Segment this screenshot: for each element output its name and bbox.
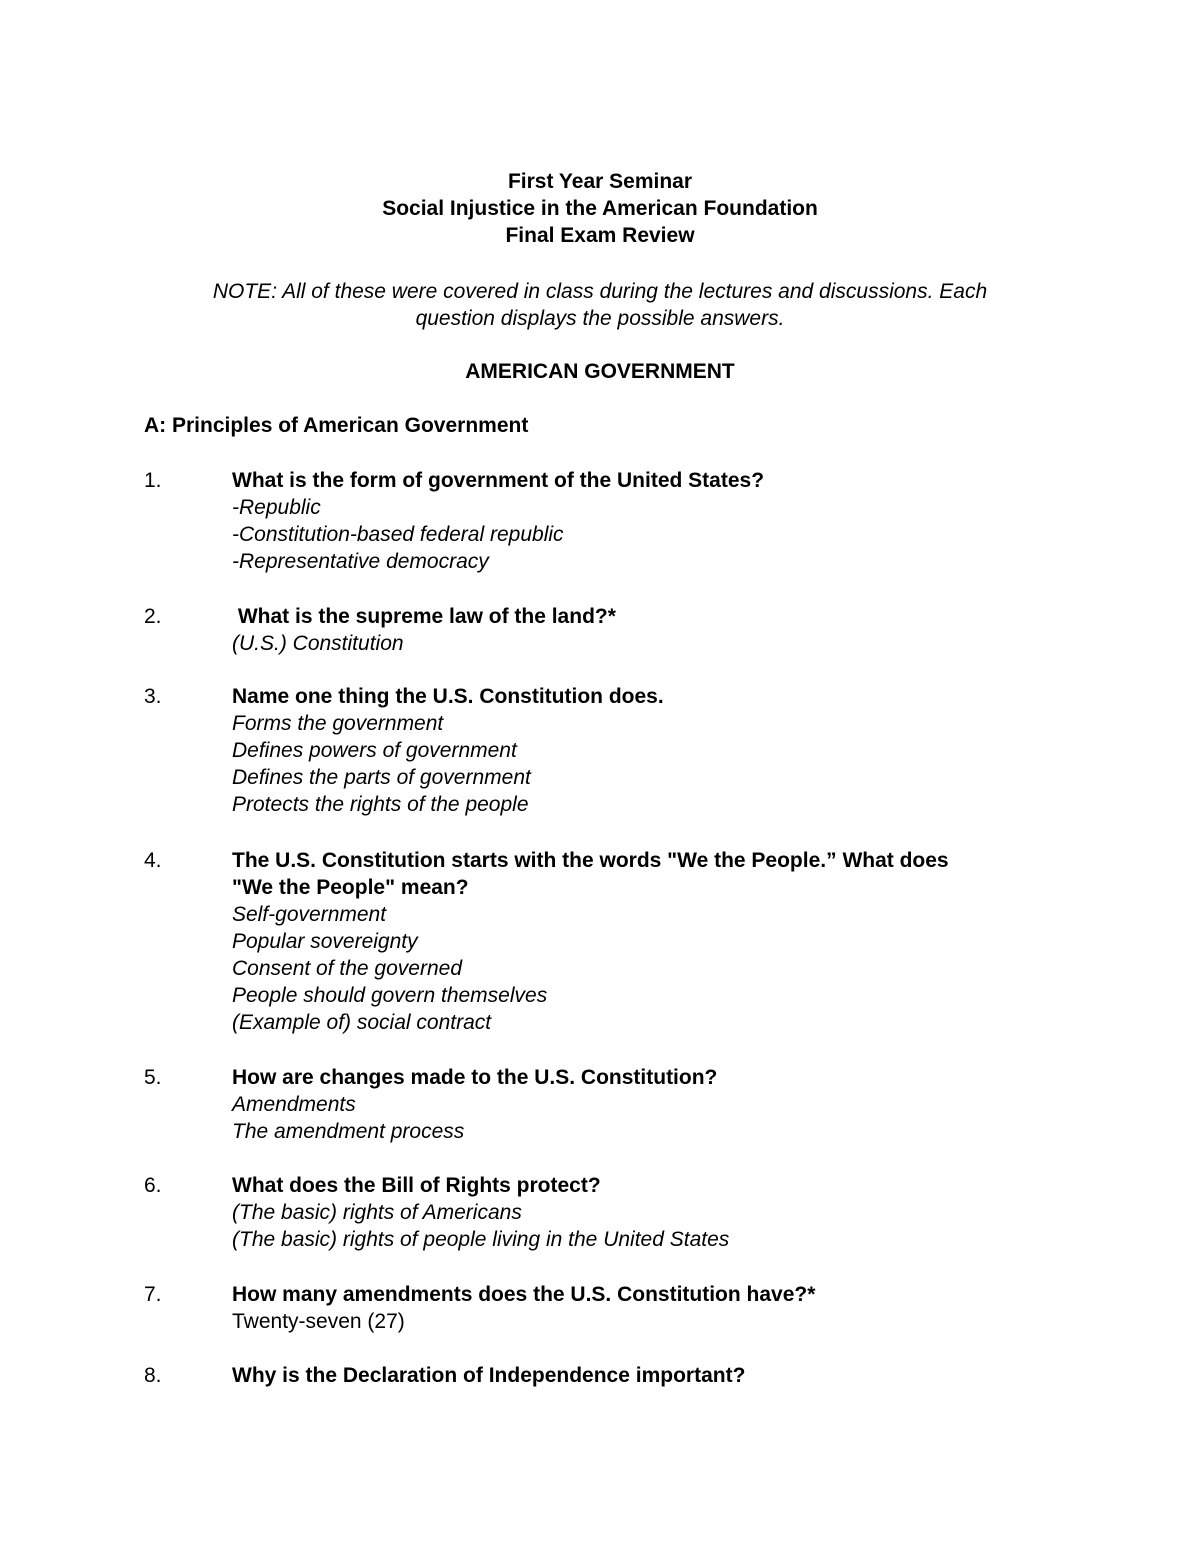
note-line: question displays the possible answers. bbox=[415, 307, 785, 330]
answer-text: People should govern themselves bbox=[232, 984, 548, 1007]
question-text: What is the form of government of the United States? bbox=[232, 469, 765, 492]
question-number: 2. bbox=[144, 605, 162, 628]
answer-text: Consent of the governed bbox=[232, 957, 462, 980]
question-text: How many amendments does the U.S. Constitution have?* bbox=[232, 1283, 816, 1306]
question-item bbox=[144, 1064, 1064, 1145]
question-text: "We the People" mean? bbox=[232, 876, 469, 899]
answer-text: -Republic bbox=[232, 496, 321, 519]
question-text: Name one thing the U.S. Constitution does. bbox=[232, 685, 664, 708]
answer-text: (The basic) rights of people living in the United States bbox=[232, 1228, 730, 1251]
question-item bbox=[144, 1172, 1064, 1253]
question-text: What does the Bill of Rights protect? bbox=[232, 1174, 601, 1197]
answer-text: (The basic) rights of Americans bbox=[232, 1201, 522, 1224]
course-title: First Year Seminar bbox=[507, 170, 693, 193]
question-number: 5. bbox=[144, 1066, 162, 1089]
course-subtitle: Social Injustice in the American Foundation bbox=[382, 197, 818, 220]
question-number: 3. bbox=[144, 685, 162, 708]
section-title: AMERICAN GOVERNMENT bbox=[465, 360, 735, 383]
question-item bbox=[144, 847, 1064, 1036]
question-number: 8. bbox=[144, 1364, 162, 1387]
answer-text: Amendments bbox=[232, 1093, 356, 1116]
answer-text: Popular sovereignty bbox=[232, 930, 418, 953]
question-item bbox=[144, 603, 1064, 657]
document-header bbox=[0, 168, 1200, 249]
question-number: 4. bbox=[144, 849, 162, 872]
question-number: 1. bbox=[144, 469, 162, 492]
answer-text: Self-government bbox=[232, 903, 387, 926]
note-paragraph bbox=[0, 278, 1200, 332]
answer-text: The amendment process bbox=[232, 1120, 465, 1143]
answer-text: Defines powers of government bbox=[232, 739, 517, 762]
question-text: Why is the Declaration of Independence important? bbox=[232, 1364, 746, 1387]
question-number: 6. bbox=[144, 1174, 162, 1197]
question-text: What is the supreme law of the land?* bbox=[232, 605, 616, 628]
question-item bbox=[144, 467, 1064, 575]
answer-text: -Representative democracy bbox=[232, 550, 489, 573]
question-text: How are changes made to the U.S. Constitution? bbox=[232, 1066, 718, 1089]
question-item bbox=[144, 1281, 1064, 1335]
answer-text: Forms the government bbox=[232, 712, 444, 735]
document-title: Final Exam Review bbox=[505, 224, 695, 247]
answer-text: Twenty-seven (27) bbox=[232, 1310, 405, 1333]
answer-text: Protects the rights of the people bbox=[232, 793, 529, 816]
answer-text: -Constitution-based federal republic bbox=[232, 523, 564, 546]
answer-text: Defines the parts of government bbox=[232, 766, 531, 789]
question-item bbox=[144, 683, 1064, 818]
answer-text: (Example of) social contract bbox=[232, 1011, 492, 1034]
subsection-title: A: Principles of American Government bbox=[144, 414, 529, 437]
question-item bbox=[144, 1362, 1064, 1389]
answer-text: (U.S.) Constitution bbox=[232, 632, 404, 655]
question-text: The U.S. Constitution starts with the words "We the People.” What does bbox=[232, 849, 949, 872]
note-line: NOTE: All of these were covered in class during the lectures and discussions. Each bbox=[212, 280, 988, 303]
question-number: 7. bbox=[144, 1283, 162, 1306]
